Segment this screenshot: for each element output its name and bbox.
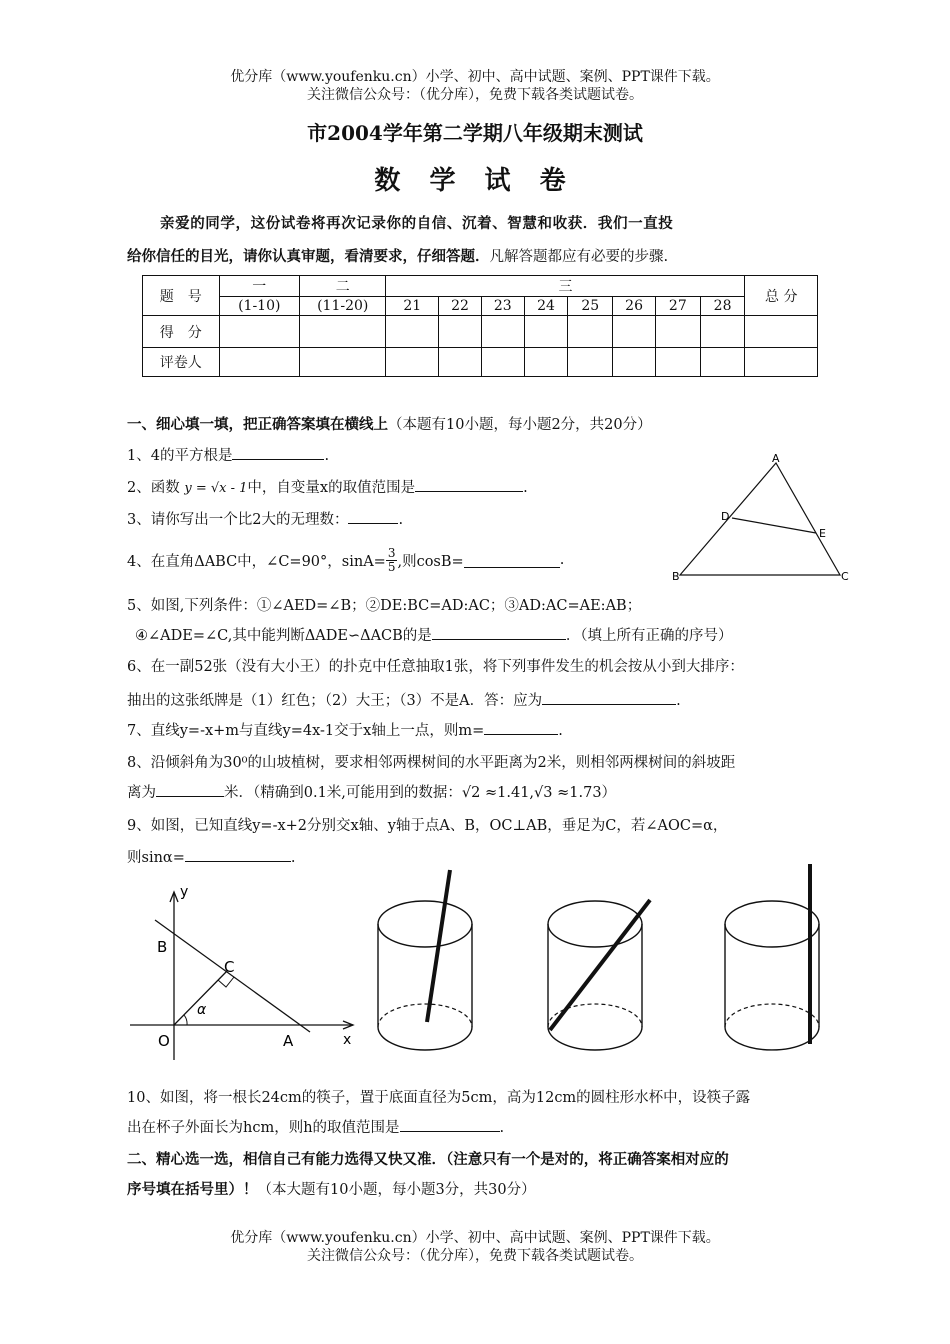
intro-part-3: 凡解答题都应有必要的步骤. — [489, 249, 669, 265]
grader-cell — [700, 348, 745, 377]
group-3-header: 三 — [386, 276, 745, 297]
section-1-heading — [127, 413, 652, 434]
group-1-header: 一 — [219, 276, 299, 297]
q7-text: 7、直线y=-x+m与直线y=4x-1交于x轴上一点，则m= — [127, 723, 485, 739]
score-cell — [219, 316, 299, 348]
range-2: (11-20) — [300, 297, 386, 316]
score-cell — [300, 316, 386, 348]
q4-blank[interactable] — [464, 553, 560, 568]
score-table — [142, 275, 818, 377]
exam-subtitle: 数 学 试 卷 — [374, 166, 576, 196]
score-cell — [655, 316, 700, 348]
q8-line-2-post: 米．（精确到0.1米,可能用到的数据：√2 ≈1.41,√3 ≈1.73） — [224, 785, 617, 801]
row-label-grader: 评卷人 — [143, 348, 220, 377]
group-2-header: 二 — [300, 276, 386, 297]
cup-2 — [548, 900, 650, 1050]
q7-blank[interactable] — [484, 720, 558, 735]
section-2-line-1: 二、精心选一选，相信自己有能力选得又快又准．（注意只有一个是对的，将正确答案相对应的 — [127, 1151, 729, 1168]
row-label-question: 题 号 — [143, 276, 220, 316]
grader-cell — [613, 348, 656, 377]
q2-blank[interactable] — [415, 477, 523, 492]
item-28: 28 — [700, 297, 745, 316]
q6-line-1: 6、在一副52张（没有大小王）的扑克中任意抽取1张，将下列事件发生的机会按从小到大排序： — [127, 659, 744, 675]
label-e: E — [819, 527, 826, 540]
range-1: (1-10) — [219, 297, 299, 316]
item-27: 27 — [655, 297, 700, 316]
score-cell — [700, 316, 745, 348]
q5-line-2-post: ．（填上所有正确的序号） — [565, 628, 733, 644]
intro-line-2 — [127, 245, 668, 266]
grader-cell — [481, 348, 524, 377]
grader-cell — [524, 348, 568, 377]
triangle-abc — [680, 463, 840, 575]
q2-post: 中，自变量x的取值范围是 — [247, 480, 416, 496]
q5-line-2-text: ④∠ADE=∠C,其中能判断ΔADE∽ΔACB的是 — [135, 628, 432, 644]
q8-line-2 — [127, 781, 616, 802]
q2-function: y = √x - 1 — [184, 481, 248, 496]
q1-blank[interactable] — [232, 445, 324, 460]
cups-figure — [360, 862, 840, 1067]
q4-pre: 4、在直角ΔABC中，∠C=90°，sinA= — [127, 553, 386, 570]
q10-blank[interactable] — [400, 1117, 500, 1132]
grader-cell — [300, 348, 386, 377]
q10-line-2-text: 出在杯子外面长为hcm，则h的取值范围是 — [127, 1120, 400, 1136]
coordinate-figure — [125, 880, 365, 1065]
label-a: A — [772, 452, 780, 465]
item-21: 21 — [386, 297, 439, 316]
section-2-lead: 序号填在括号里）！ — [127, 1181, 258, 1198]
score-cell — [745, 316, 818, 348]
grader-cell — [386, 348, 439, 377]
label-c: C — [224, 958, 235, 976]
q9-line-1: 9、如图，已知直线y=-x+2分别交x轴、y轴于点A、B，OC⊥AB，垂足为C，若∠AOC=α， — [127, 818, 728, 834]
section-1-lead: 一、细心填一填，把正确答案填在横线上 — [127, 416, 388, 433]
label-y: y — [180, 884, 189, 900]
label-x: x — [343, 1032, 352, 1048]
q4-fraction — [386, 547, 398, 574]
q8-line-2-pre: 离为 — [127, 785, 156, 801]
section-1-note: （本题有10小题，每小题2分，共20分） — [388, 417, 652, 433]
item-26: 26 — [613, 297, 656, 316]
footer-line-2: 关注微信公众号：（优分库），免费下载各类试题试卷。 — [307, 1248, 643, 1264]
section-2-line-2 — [127, 1178, 536, 1199]
q6-line-2-text: 抽出的这张纸牌是（1）红色；（2）大王；（3）不是A．答：应为 — [127, 693, 543, 709]
question-1: 1、4的平方根是 . — [127, 444, 329, 465]
triangle-figure — [668, 448, 858, 588]
q4-numerator: 3 — [387, 545, 396, 560]
grader-cell — [745, 348, 818, 377]
line-ab — [155, 920, 310, 1032]
label-d: D — [721, 510, 730, 523]
cup-1 — [378, 870, 472, 1050]
q4-denominator: 5 — [387, 559, 396, 574]
question-7: 7、直线y=-x+m与直线y=4x-1交于x轴上一点，则m= . — [127, 719, 563, 740]
chopstick-2 — [550, 900, 650, 1030]
q10-line-1: 10、如图，将一根长24cm的筷子，置于底面直径为5cm，高为12cm的圆柱形水杯中，设筷子露 — [127, 1090, 751, 1106]
q3-blank[interactable] — [348, 509, 398, 524]
q1-text: 1、4的平方根是 — [127, 448, 233, 464]
chopstick-1 — [427, 870, 450, 1022]
section-2-note: （本大题有10小题，每小题3分，共30分） — [257, 1182, 536, 1198]
question-3: 3、请你写出一个比2大的无理数： . — [127, 508, 403, 529]
grader-cell — [439, 348, 482, 377]
item-25: 25 — [568, 297, 613, 316]
label-alpha: α — [197, 1002, 207, 1018]
label-c: C — [841, 570, 849, 583]
score-cell — [386, 316, 439, 348]
score-cell — [524, 316, 568, 348]
score-cell — [568, 316, 613, 348]
label-o: O — [158, 1032, 170, 1050]
label-a: A — [283, 1032, 294, 1050]
angle-alpha-arc — [184, 1015, 187, 1025]
intro-line-1: 亲爱的同学，这份试卷将再次记录你的自信、沉着、智慧和收获．我们一直投 — [160, 215, 674, 232]
score-cell — [481, 316, 524, 348]
question-2: 2、函数 y = √x - 1中，自变量x的取值范围是 . — [127, 476, 528, 497]
q2-pre: 2、函数 — [127, 480, 180, 496]
grader-cell — [219, 348, 299, 377]
q5-line-2 — [135, 624, 733, 645]
label-b: B — [157, 938, 168, 956]
exam-title: 市2004学年第二学期八年级期末测试 — [307, 121, 643, 145]
intro-part-2: 给你信任的目光，请你认真审题，看清要求，仔细答题． — [127, 248, 490, 265]
q4-post: ,则cosB= — [397, 553, 464, 570]
q10-line-2: 出在杯子外面长为hcm，则h的取值范围是 . — [127, 1116, 504, 1137]
q9-line-2-text: 则sinα= — [127, 850, 185, 866]
item-24: 24 — [524, 297, 568, 316]
question-4: 4、在直角ΔABC中，∠C=90°，sinA= $\frac{3}{5}$ ,则cosB= . — [127, 545, 565, 574]
q3-text: 3、请你写出一个比2大的无理数： — [127, 512, 349, 528]
segment-de — [732, 518, 816, 533]
q9-blank[interactable] — [185, 847, 291, 862]
q5-line-1: 5、如图,下列条件：①∠AED=∠B；②DE:BC=AD:AC；③AD:AC=AE:AB； — [127, 598, 642, 614]
score-cell — [439, 316, 482, 348]
q5-blank[interactable] — [432, 625, 566, 640]
row-label-score: 得 分 — [143, 316, 220, 348]
cup-3 — [725, 864, 819, 1050]
header-line-1: 优分库（www.youfenku.cn）小学、初中、高中试题、案例、PPT课件下载。 — [230, 69, 720, 85]
total-header: 总 分 — [745, 276, 818, 316]
q9-line-2: 则sinα= . — [127, 846, 295, 867]
footer-line-1: 优分库（www.youfenku.cn）小学、初中、高中试题、案例、PPT课件下载。 — [230, 1230, 720, 1246]
q8-line-1: 8、沿倾斜角为30⁰的山坡植树，要求相邻两棵树间的水平距离为2米，则相邻两棵树间的斜坡距 — [127, 755, 736, 771]
item-22: 22 — [439, 297, 482, 316]
score-cell — [613, 316, 656, 348]
q8-blank[interactable] — [156, 782, 224, 797]
item-23: 23 — [481, 297, 524, 316]
q6-blank[interactable] — [542, 690, 676, 705]
header-line-2: 关注微信公众号：（优分库），免费下载各类试题试卷。 — [307, 87, 643, 103]
label-b: B — [672, 570, 680, 583]
grader-cell — [655, 348, 700, 377]
grader-cell — [568, 348, 613, 377]
q6-line-2: 抽出的这张纸牌是（1）红色；（2）大王；（3）不是A．答：应为 . — [127, 689, 681, 710]
